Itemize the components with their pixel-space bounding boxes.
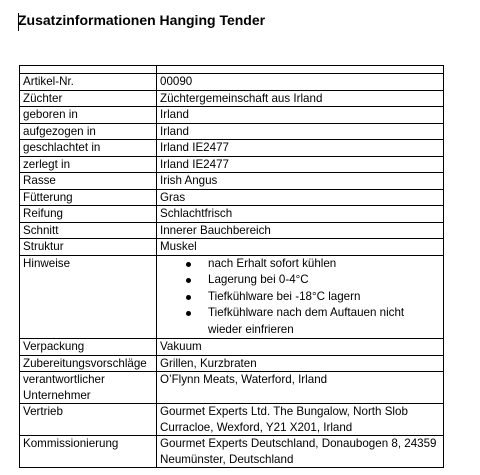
row-key: Rasse <box>20 173 157 190</box>
list-item-text: nach Erhalt sofort kühlen <box>208 256 337 270</box>
row-value: Irish Angus <box>157 173 444 190</box>
table-row-struktur <box>20 239 444 256</box>
row-key: Artikel-Nr. <box>20 74 157 91</box>
row-key: verantwortlicher Unternehmer <box>20 372 157 404</box>
row-key: zerlegt in <box>20 156 157 173</box>
table-row-zubereitungsvorschlaege <box>20 355 444 372</box>
row-key: Struktur <box>20 239 157 256</box>
row-key: aufgezogen in <box>20 123 157 140</box>
table-row-fuetterung <box>20 189 444 206</box>
bullet-icon <box>186 262 191 267</box>
table-row-vertrieb <box>20 404 444 436</box>
row-value: Innerer Bauchbereich <box>157 222 444 239</box>
row-key: Vertrieb <box>20 404 157 436</box>
row-key: Verpackung <box>20 339 157 356</box>
row-value: Grillen, Kurzbraten <box>157 355 444 372</box>
list-item-text: Tiefkühlware nach dem Auftauen nicht wieder einfrieren <box>208 306 405 336</box>
row-value: Gourmet Experts Ltd. The Bungalow, North Slob Curracloe, Wexford, Y21 X201, Irland <box>157 404 444 436</box>
row-value: Irland <box>157 107 444 124</box>
table-row-artikel-nr <box>20 74 444 91</box>
table-row-geschlachtet-in <box>20 140 444 157</box>
document-title: Zusatzinformationen Hanging Tender <box>18 12 266 28</box>
row-key: Züchter <box>20 90 157 107</box>
row-key: Schnitt <box>20 222 157 239</box>
row-value: Schlachtfrisch <box>157 206 444 223</box>
bullet-icon <box>186 311 191 316</box>
list-item <box>186 272 441 289</box>
table-row-zuechter <box>20 90 444 107</box>
row-key: geboren in <box>20 107 157 124</box>
table-row-rasse <box>20 173 444 190</box>
row-key: Kommissionierung <box>20 436 157 468</box>
row-value: 00090 <box>157 74 444 91</box>
row-value: Irland <box>157 123 444 140</box>
bullet-icon <box>186 295 191 300</box>
table-row-reifung <box>20 206 444 223</box>
table-row-hinweise <box>20 255 444 339</box>
bullet-icon <box>186 278 191 283</box>
list-item <box>186 289 441 306</box>
list-item <box>186 305 441 338</box>
row-key: Zubereitungsvorschläge <box>20 355 157 372</box>
row-value-list <box>157 255 444 339</box>
product-info-table <box>19 65 444 468</box>
row-value: Irland IE2477 <box>157 140 444 157</box>
row-value: Irland IE2477 <box>157 156 444 173</box>
hinweise-list <box>160 256 441 339</box>
spacer-cell <box>157 66 444 74</box>
table-row-verantwortlicher-unternehmer <box>20 372 444 404</box>
row-value: Züchtergemeinschaft aus Irland <box>157 90 444 107</box>
row-value: Gras <box>157 189 444 206</box>
table-spacer-row <box>20 66 444 74</box>
table-row-geboren-in <box>20 107 444 124</box>
list-item-text: Lagerung bei 0-4°C <box>208 273 309 287</box>
list-item <box>186 256 441 273</box>
spacer-cell <box>20 66 157 74</box>
table-row-schnitt <box>20 222 444 239</box>
row-key: geschlachtet in <box>20 140 157 157</box>
row-value: O’Flynn Meats, Waterford, Irland <box>157 372 444 404</box>
row-value: Muskel <box>157 239 444 256</box>
list-item-text: Tiefkühlware bei -18°C lagern <box>208 289 361 303</box>
row-key: Reifung <box>20 206 157 223</box>
row-key: Fütterung <box>20 189 157 206</box>
table-row-verpackung <box>20 339 444 356</box>
row-value: Gourmet Experts Deutschland, Donaubogen 8, 24359 Neumünster, Deutschland <box>157 436 444 468</box>
row-key: Hinweise <box>20 255 157 339</box>
table-row-kommissionierung <box>20 436 444 468</box>
table-row-zerlegt-in <box>20 156 444 173</box>
table-row-aufgezogen-in <box>20 123 444 140</box>
row-value: Vakuum <box>157 339 444 356</box>
